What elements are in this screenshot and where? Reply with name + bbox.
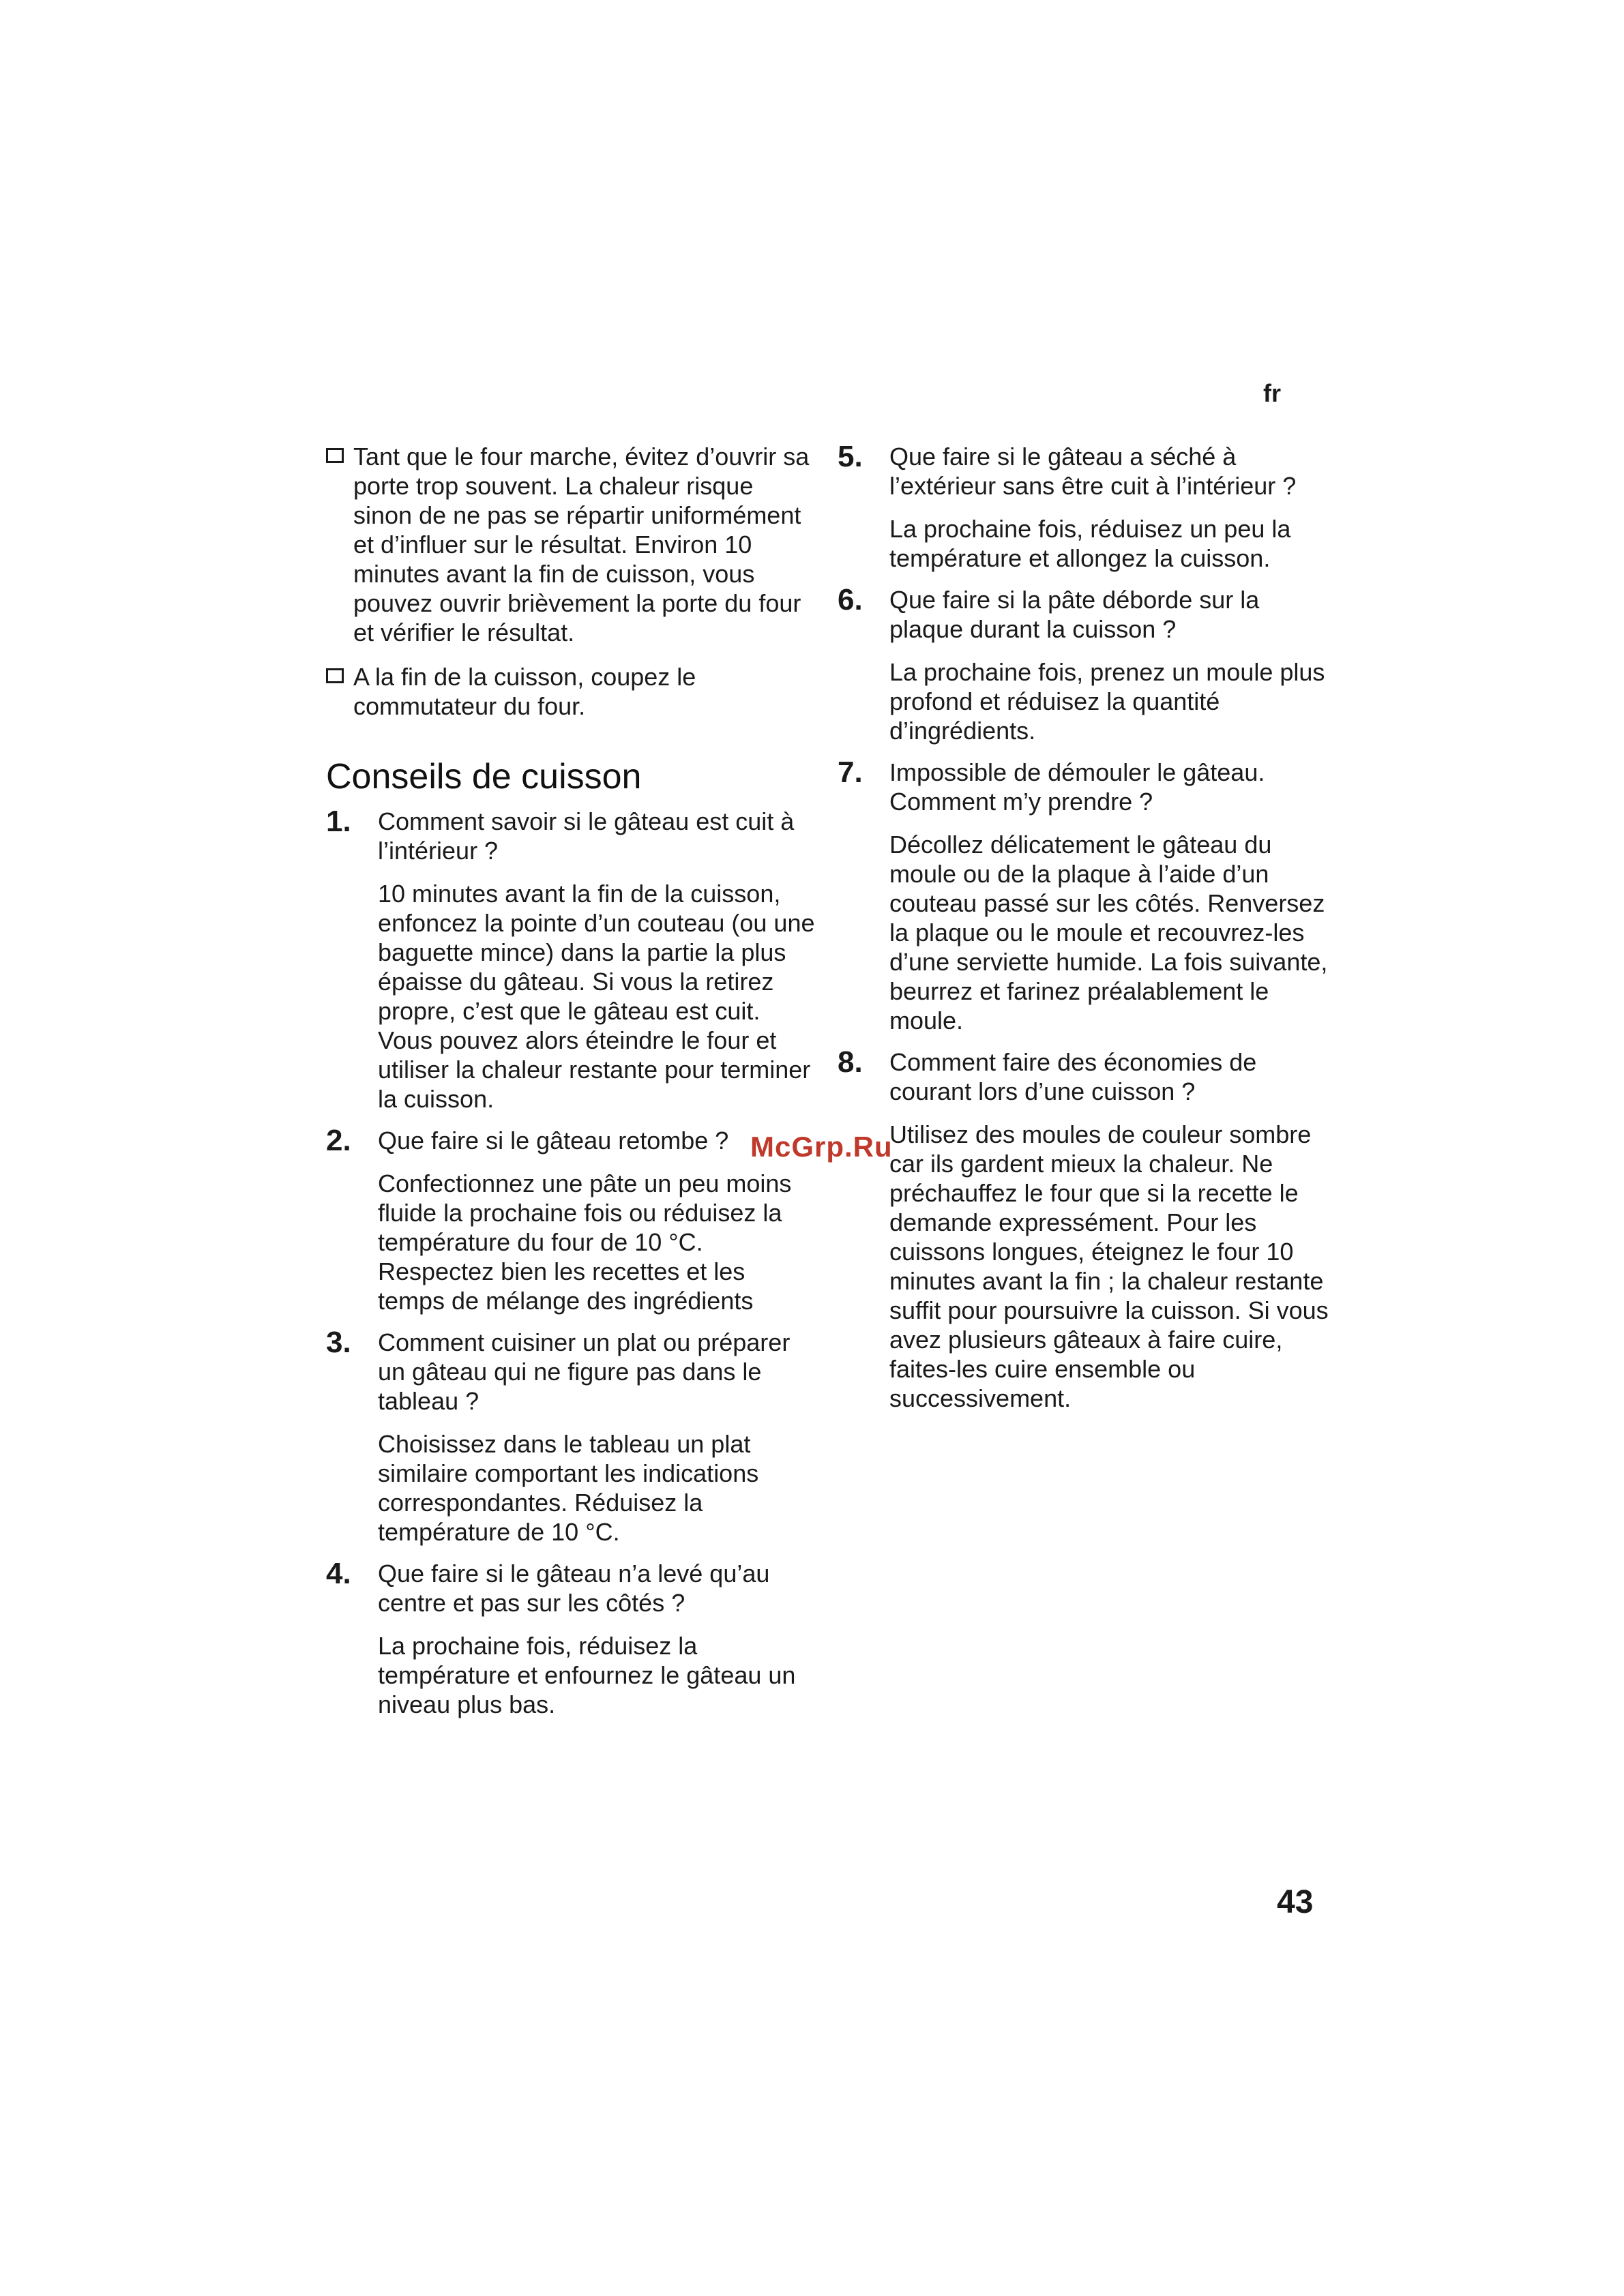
- tip-number: 1.: [326, 805, 351, 838]
- tip-answer: Décollez délicatement le gâteau du moule ou de la plaque à l’aide d’un couteau passé sur les côtés. Renversez la plaque ou le moule et recouvrez-les d’une serviette humide. La fois suivante, beurrez et farinez préalablement le moule.: [889, 831, 1328, 1034]
- tip-question: Que faire si le gâteau retombe ?: [378, 1127, 729, 1154]
- tip-number: 4.: [326, 1557, 351, 1590]
- tip-question: Comment savoir si le gâteau est cuit à l’intérieur ?: [378, 807, 795, 865]
- section-title: Conseils de cuisson: [326, 757, 642, 796]
- tip-number: 3.: [326, 1326, 351, 1359]
- bullet-text: Tant que le four marche, évitez d’ouvrir sa porte trop souvent. La chaleur risque sinon de ne pas se répartir uniformément et d’influer sur le résultat. Environ 10 minutes avant la fin de cuisson, vous pouvez ouvrir brièvement la porte du four et vérifier le résultat.: [353, 443, 810, 646]
- tip-number: 5.: [838, 440, 863, 473]
- right-column: [838, 442, 1329, 1425]
- tip-item: [838, 585, 1329, 745]
- language-label: fr: [1263, 379, 1281, 407]
- tip-item: [326, 1559, 817, 1719]
- tip-answer: La prochaine fois, réduisez la température et enfournez le gâteau un niveau plus bas.: [378, 1632, 796, 1718]
- tip-item: [326, 1126, 817, 1315]
- tip-answer: La prochaine fois, prenez un moule plus profond et réduisez la quantité d’ingrédients.: [889, 658, 1325, 745]
- tip-answer: La prochaine fois, réduisez un peu la température et allongez la cuisson.: [889, 515, 1291, 572]
- page-number: 43: [1277, 1884, 1314, 1920]
- tip-number: 6.: [838, 583, 863, 616]
- bullet-item: [326, 662, 817, 721]
- tip-number: 7.: [838, 756, 863, 789]
- tip-answer: 10 minutes avant la fin de la cuisson, enfoncez la pointe d’un couteau (ou une baguette mince) dans la partie la plus épaisse du gâteau. Si vous la retirez propre, c’est que le gâteau est cuit. Vous pouvez alors éteindre le four et utiliser la chaleur restante pour terminer la cuisson.: [378, 880, 815, 1113]
- tip-item: [838, 758, 1329, 1035]
- tip-question: Que faire si le gâteau n’a levé qu’au centre et pas sur les côtés ?: [378, 1560, 770, 1617]
- tip-item: [838, 1047, 1329, 1413]
- tip-question: Comment faire des économies de courant lors d’une cuisson ?: [889, 1048, 1257, 1105]
- tip-question: Que faire si la pâte déborde sur la plaque durant la cuisson ?: [889, 586, 1260, 643]
- tip-answer: Utilisez des moules de couleur sombre car ils gardent mieux la chaleur. Ne préchauffez le four que si la recette le demande expressément. Pour les cuissons longues, éteignez le four 10 minutes avant la fin ; la chaleur restante suffit pour poursuivre la cuisson. Si vous avez plusieurs gâteaux à faire cuire, faites-les cuire ensemble ou successivement.: [889, 1120, 1329, 1412]
- tip-question: Que faire si le gâteau a séché à l’extérieur sans être cuit à l’intérieur ?: [889, 443, 1297, 500]
- watermark-text: McGrp.Ru: [750, 1131, 893, 1163]
- left-column: [326, 442, 817, 1731]
- tip-number: 8.: [838, 1045, 863, 1079]
- bullet-item: [326, 442, 817, 647]
- checkbox-square-icon: [326, 668, 344, 683]
- checkbox-square-icon: [326, 448, 344, 463]
- bullet-text: A la fin de la cuisson, coupez le commutateur du four.: [353, 663, 696, 720]
- tip-answer: Choisissez dans le tableau un plat similaire comportant les indications correspondantes. Réduisez la température de 10 °C.: [378, 1430, 759, 1546]
- tip-number: 2.: [326, 1124, 351, 1157]
- tip-item: [326, 807, 817, 1114]
- tip-item: [326, 1328, 817, 1547]
- tip-question: Comment cuisiner un plat ou préparer un gâteau qui ne figure pas dans le tableau ?: [378, 1328, 791, 1415]
- tip-item: [838, 442, 1329, 573]
- tip-answer: Confectionnez une pâte un peu moins fluide la prochaine fois ou réduisez la température du four de 10 °C. Respectez bien les recettes et les temps de mélange des ingrédients: [378, 1169, 792, 1315]
- tip-question: Impossible de démouler le gâteau. Comment m’y prendre ?: [889, 758, 1265, 816]
